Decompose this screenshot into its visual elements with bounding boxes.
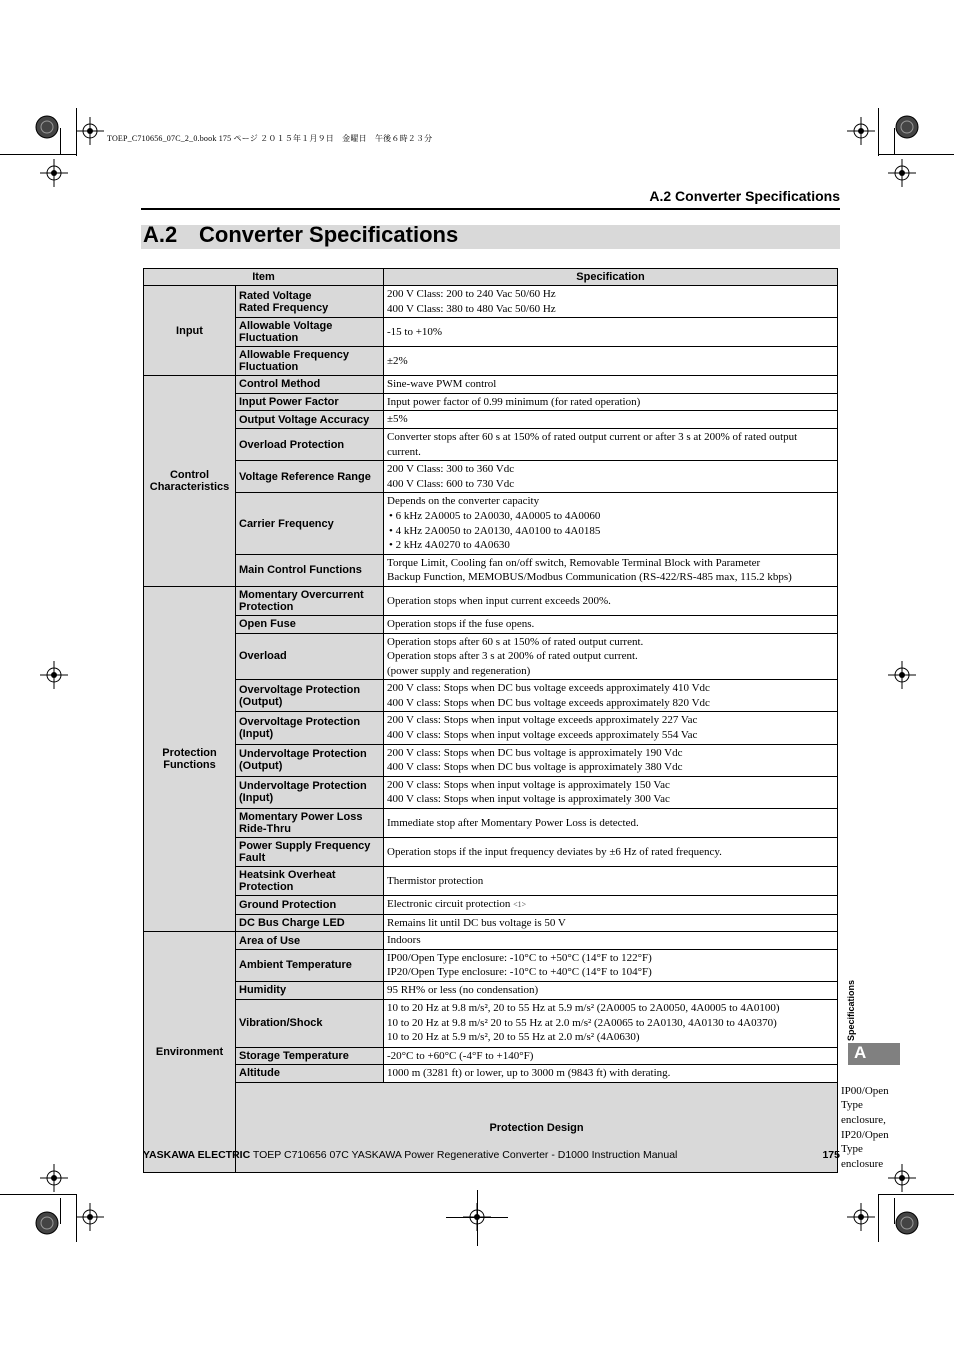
row-item: Control Method [236,376,384,394]
row-item: Allowable Voltage Fluctuation [236,318,384,347]
row-item: Undervoltage Protection (Output) [236,744,384,776]
table-row [144,999,838,1047]
crosshair-icon [40,159,68,187]
row-spec: 200 V class: Stops when DC bus voltage exceeds approximately 410 Vdc 400 V class: Stops when DC bus voltage exceeds approximately 820 Vdc [384,680,838,712]
crosshair-icon [40,1164,68,1192]
row-item: Momentary Overcurrent Protection [236,586,384,615]
section-number: A.2 [143,222,178,247]
row-spec: 200 V Class: 300 to 360 Vdc 400 V Class: 600 to 730 Vdc [384,461,838,493]
row-item: Ambient Temperature [236,949,384,981]
table-row [144,461,838,493]
row-spec: Torque Limit, Cooling fan on/off switch, Removable Terminal Block with Parameter Backup Function, MEMOBUS/Modbus Communication (RS-422/RS-485 max, 115.2 kbps) [384,554,838,586]
row-spec: 200 V Class: 200 to 240 Vac 50/60 Hz 400 V Class: 380 to 480 Vac 50/60 Hz [384,286,838,318]
row-spec: ±5% [384,411,838,429]
row-spec: 200 V class: Stops when input voltage exceeds approximately 227 Vac 400 V class: Stops when input voltage exceeds approximately 554 Vac [384,712,838,744]
crosshair-icon [40,661,68,689]
row-spec: 10 to 20 Hz at 9.8 m/s², 20 to 55 Hz at 5.9 m/s² (2A0005 to 2A0050, 4A0005 to 4A0100) 10 to 20 Hz at 9.8 m/s² 20 to 55 Hz at 2.0 m/s² (2A0065 to 2A0130, 4A0130 to 4A0370) 10 to 20 Hz at 5.9 m/s², 20 to 55 Hz at 2.0 m/s² (4A0630) [384,999,838,1047]
table-row [144,932,838,950]
row-spec: Converter stops after 60 s at 150% of rated output current or after 3 s at 200% of rated output current. [384,428,838,460]
row-spec: Indoors [384,932,838,950]
table-row [144,949,838,981]
row-item: Vibration/Shock [236,999,384,1047]
table-row [144,615,838,633]
row-item: Output Voltage Accuracy [236,411,384,429]
row-item: Input Power Factor [236,393,384,411]
row-spec: -20°C to +60°C (-4°F to +140°F) [384,1047,838,1065]
row-spec: Remains lit until DC bus voltage is 50 V [384,914,838,932]
row-spec: Sine-wave PWM control [384,376,838,394]
group-input: Input [144,286,236,376]
table-row [144,1065,838,1083]
table-row [144,428,838,460]
group-protection: Protection Functions [144,586,236,931]
crosshair-icon [888,661,916,689]
header-rule [141,208,840,210]
row-item: Carrier Frequency [236,493,384,554]
footnote-ref[interactable]: <1> [513,900,527,910]
row-item: Allowable Frequency Fluctuation [236,347,384,376]
side-tab-letter: A [854,1043,867,1062]
footer-text [143,1149,677,1161]
registration-target-icon [894,114,920,140]
footer-manual-title: TOEP C710656 07C YASKAWA Power Regenerative Converter - D1000 Instruction Manual [250,1149,678,1161]
table-row [144,867,838,896]
table-row [144,914,838,932]
row-item: Protection Design [236,1082,838,1173]
registration-target-icon [894,1210,920,1236]
row-spec: Operation stops after 60 s at 150% of rated output current. Operation stops after 3 s at 200% of rated output current. (power supply and regeneration) [384,633,838,680]
crosshair-icon [76,1203,104,1231]
table-row [144,896,838,915]
row-spec: Input power factor of 0.99 minimum (for rated operation) [384,393,838,411]
footer-brand: YASKAWA ELECTRIC [143,1149,251,1161]
row-spec: Depends on the converter capacity • 6 kHz 2A0005 to 2A0030, 4A0005 to 4A0060 • 4 kHz 2A0050 to 2A0130, 4A0100 to 4A0185 • 2 kHz 4A0270 to 4A0630 [384,493,838,554]
running-header-title: A.2 Converter Specifications [649,188,840,204]
row-item: Storage Temperature [236,1047,384,1065]
row-spec: Operation stops when input current exceeds 200%. [384,586,838,615]
row-item: Open Fuse [236,615,384,633]
crosshair-icon [888,159,916,187]
table-row [144,286,838,318]
row-spec: Operation stops if the fuse opens. [384,615,838,633]
table-row [144,554,838,586]
table-row [144,347,838,376]
table-row [144,680,838,712]
row-item: Main Control Functions [236,554,384,586]
print-header: TOEP_C710656_07C_2_0.book 175 ページ ２０１５年１月９日 金曜日 午後６時２３分 [107,134,433,143]
table-row [144,318,838,347]
table-row [144,744,838,776]
row-spec: Immediate stop after Momentary Power Loss is detected. [384,809,838,838]
col-header-spec: Specification [384,269,838,286]
group-environment: Environment [144,932,236,1173]
side-tab[interactable] [848,1043,900,1065]
row-spec: 200 V class: Stops when input voltage is approximately 150 Vac 400 V class: Stops when input voltage is approximately 300 Vac [384,776,838,808]
row-item: Overvoltage Protection (Output) [236,680,384,712]
col-header-item: Item [144,269,384,286]
row-item: Overload [236,633,384,680]
row-item: Altitude [236,1065,384,1083]
crosshair-icon [76,117,104,145]
row-item: Undervoltage Protection (Input) [236,776,384,808]
row-item: Ground Protection [236,896,384,915]
crosshair-icon [847,1203,875,1231]
table-row [144,712,838,744]
table-row [144,376,838,394]
row-spec: Thermistor protection [384,867,838,896]
row-spec: Operation stops if the input frequency deviates by ±6 Hz of rated frequency. [384,838,838,867]
section-title [143,222,458,248]
table-row [144,776,838,808]
row-item: Area of Use [236,932,384,950]
table-row [144,393,838,411]
table-row [144,586,838,615]
row-spec: Electronic circuit protection <1> [384,896,838,915]
table-row [144,809,838,838]
row-item: Voltage Reference Range [236,461,384,493]
page-number: 175 [822,1149,840,1161]
row-spec: 1000 m (3281 ft) or lower, up to 3000 m (9843 ft) with derating. [384,1065,838,1083]
section-title-text: Converter Specifications [199,222,459,247]
table-row [144,1047,838,1065]
row-spec: 95 RH% or less (no condensation) [384,982,838,1000]
table-row [144,633,838,680]
table-row: Protection Design IP00/Open Type enclosure, IP20/Open Type enclosure [144,1082,838,1173]
crosshair-icon [888,1164,916,1192]
row-item: Overvoltage Protection (Input) [236,712,384,744]
row-spec: -15 to +10% [384,318,838,347]
row-spec: IP00/Open Type enclosure: -10°C to +50°C (14°F to 122°F) IP20/Open Type enclosure: -10°C to +40°C (14°F to 104°F) [384,949,838,981]
registration-target-icon [34,1210,60,1236]
row-item: Rated Voltage Rated Frequency [236,286,384,318]
table-header-row [144,269,838,286]
table-row [144,838,838,867]
crosshair-icon [847,117,875,145]
table-row [144,411,838,429]
registration-target-icon [34,114,60,140]
table-row [144,493,838,554]
side-tab-label: Specifications [846,979,856,1041]
row-spec: ±2% [384,347,838,376]
row-spec: 200 V class: Stops when DC bus voltage is approximately 190 Vdc 400 V class: Stops when DC bus voltage is approximately 380 Vdc [384,744,838,776]
row-item: Heatsink Overheat Protection [236,867,384,896]
row-item: Humidity [236,982,384,1000]
row-item: Overload Protection [236,428,384,460]
group-control: Control Characteristics [144,376,236,587]
table-row [144,982,838,1000]
row-item: Power Supply Frequency Fault [236,838,384,867]
row-item: DC Bus Charge LED [236,914,384,932]
row-item: Momentary Power Loss Ride-Thru [236,809,384,838]
